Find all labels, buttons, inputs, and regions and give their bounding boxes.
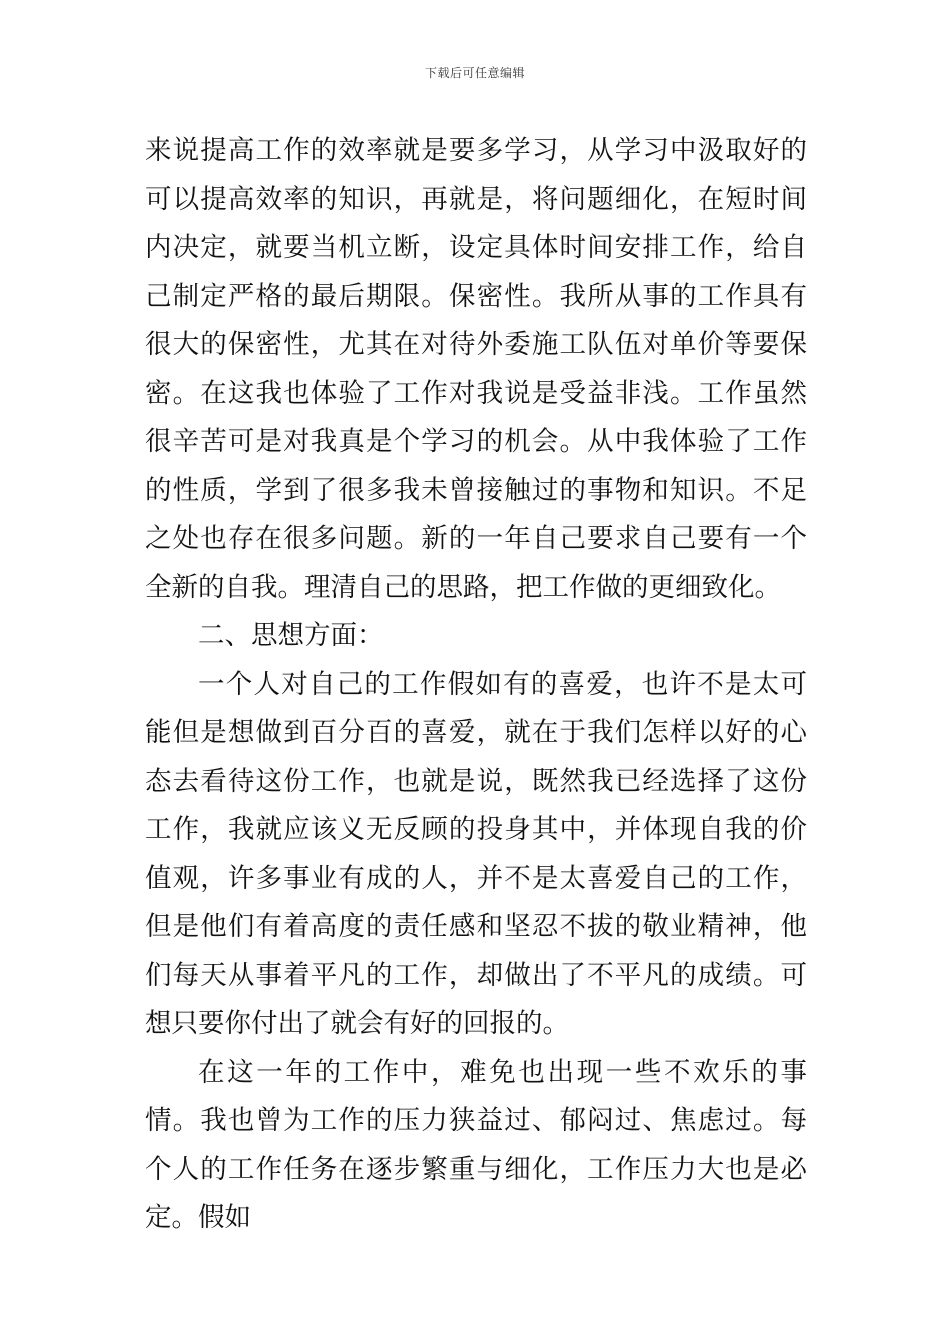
document-body — [145, 127, 807, 1243]
paragraph-work-pressure: 在这一年的工作中，难免也出现一些不欢乐的事情。我也曾为工作的压力狭益过、郁闷过、焦虑过。每个人的工作任务在逐步繁重与细化，工作压力大也是必定。假如 — [145, 1056, 807, 1233]
page-header: 下载后可任意编辑 — [424, 66, 525, 80]
paragraph-continued-efficiency: 来说提高工作的效率就是要多学习，从学习中汲取好的可以提高效率的知识，再就是，将问题细化，在短时间内决定，就要当机立断，设定具体时间安排工作，给自己制定严格的最后期限。保密性。我所从事的工作具有很大的保密性，尤其在对待外委施工队伍对单价等要保密。在这我也体验了工作对我说是受益非浅。工作虽然很辛苦可是对我真是个学习的机会。从中我体验了工作的性质，学到了很多我未曾接触过的事物和知识。不足之处也存在很多问题。新的一年自己要求自己要有一个全新的自我。理清自己的思路，把工作做的更细致化。 — [145, 135, 807, 603]
section-heading-thought: 二、思想方面： — [198, 620, 384, 651]
paragraph-thought: 一个人对自己的工作假如有的喜爱，也许不是太可能但是想做到百分百的喜爱，就在于我们怎样以好的心态去看待这份工作，也就是说，既然我已经选择了这份工作，我就应该义无反顾的投身其中，并体现自我的价值观，许多事业有成的人，并不是太喜爱自己的工作，但是他们有着高度的责任感和坚忍不拔的敬业精神，他们每天从事着平凡的工作，却做出了不平凡的成绩。可想只要你付出了就会有好的回报的。 — [145, 668, 807, 1039]
